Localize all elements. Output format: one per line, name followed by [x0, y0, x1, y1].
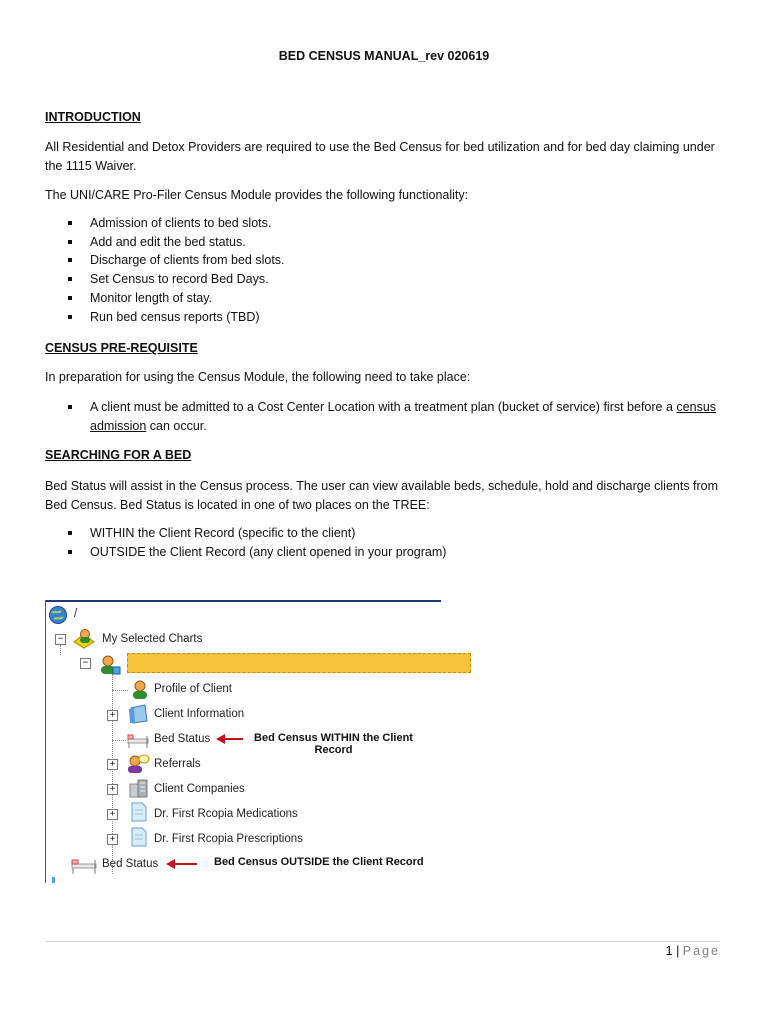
partial-icon [48, 876, 60, 883]
prereq-bullet-text-a: A client must be admitted to a Cost Center Location with a treatment plan (bucket of service) first before a [90, 400, 673, 414]
expand-icon[interactable]: + [107, 710, 118, 721]
charts-user-icon [72, 628, 96, 650]
annotation-outside: Bed Census OUTSIDE the Client Record [214, 856, 424, 868]
page-separator: | [676, 944, 680, 958]
search-list [45, 524, 446, 561]
tree-item-client-companies[interactable]: Client Companies [154, 783, 245, 795]
functionality-list [45, 214, 285, 326]
intro-paragraph-2: The UNI/CARE Pro-Filer Census Module provides the following functionality: [45, 188, 469, 202]
list-item [45, 398, 730, 435]
globe-icon [48, 605, 68, 625]
list-item: Add and edit the bed status. [45, 233, 285, 252]
tree-item-rcopia-medications[interactable]: Dr. First Rcopia Medications [154, 808, 298, 820]
expand-icon[interactable]: + [107, 759, 118, 770]
intro-heading: INTRODUCTION [45, 110, 141, 124]
arrow-left-icon [166, 858, 198, 870]
search-paragraph: Bed Status will assist in the Census process. The user can view available beds, schedule, hold and discharge clients from Bed Census. Bed Status is located in one of two places on the TREE: [45, 479, 719, 512]
tree-my-charts[interactable]: My Selected Charts [102, 633, 203, 645]
referrals-icon [126, 752, 150, 774]
tree-item-referrals[interactable]: Referrals [154, 758, 201, 770]
page-footer [666, 944, 720, 958]
selected-client-bar[interactable] [127, 653, 471, 673]
list-item: Admission of clients to bed slots. [45, 214, 285, 233]
profile-person-icon [130, 680, 150, 700]
buildings-icon [128, 778, 150, 798]
intro-paragraph-1: All Residential and Detox Providers are required to use the Bed Census for bed utilization and for bed day claiming under the 1115 Waiver. [45, 140, 715, 173]
expand-icon[interactable]: + [107, 784, 118, 795]
document-icon [130, 802, 148, 822]
page-label: Page [682, 944, 720, 958]
collapse-icon[interactable]: − [80, 658, 91, 669]
prereq-paragraph: In preparation for using the Census Module, the following need to take place: [45, 370, 471, 384]
arrow-left-icon [216, 733, 244, 745]
document-title: BED CENSUS MANUAL_rev 020619 [278, 49, 490, 63]
footer-rule [45, 941, 720, 942]
annotation-within: Bed Census WITHIN the Client Record [254, 732, 413, 756]
expand-icon[interactable]: + [107, 809, 118, 820]
tree-item-bed-status[interactable]: Bed Status [154, 733, 211, 745]
collapse-icon[interactable]: − [55, 634, 66, 645]
list-item: WITHIN the Client Record (specific to the client) [45, 524, 446, 543]
tree-item-rcopia-prescriptions[interactable]: Dr. First Rcopia Prescriptions [154, 833, 303, 845]
search-heading: SEARCHING FOR A BED [45, 448, 192, 462]
page-number: 1 [665, 944, 673, 958]
tree-screenshot [45, 600, 441, 883]
folder-icon [128, 704, 150, 724]
prereq-heading: CENSUS PRE-REQUISITE [45, 341, 198, 355]
census-admission-link[interactable]: census admission [90, 400, 717, 433]
list-item: OUTSIDE the Client Record (any client opened in your program) [45, 543, 446, 562]
tree-item-profile[interactable]: Profile of Client [154, 683, 232, 695]
bed-icon [126, 730, 150, 750]
list-item: Set Census to record Bed Days. [45, 270, 285, 289]
tree-root-label: / [74, 608, 78, 620]
tree-outer-bed-status[interactable]: Bed Status [102, 858, 159, 870]
list-item: Monitor length of stay. [45, 289, 285, 308]
list-item: Run bed census reports (TBD) [45, 308, 285, 327]
tree-item-client-info[interactable]: Client Information [154, 708, 245, 720]
client-person-icon [98, 654, 122, 676]
document-icon [130, 827, 148, 847]
list-item: Discharge of clients from bed slots. [45, 251, 285, 270]
expand-icon[interactable]: + [107, 834, 118, 845]
prereq-list [45, 398, 730, 435]
bed-icon [70, 854, 98, 876]
prereq-bullet-text-b: can occur. [149, 418, 207, 433]
